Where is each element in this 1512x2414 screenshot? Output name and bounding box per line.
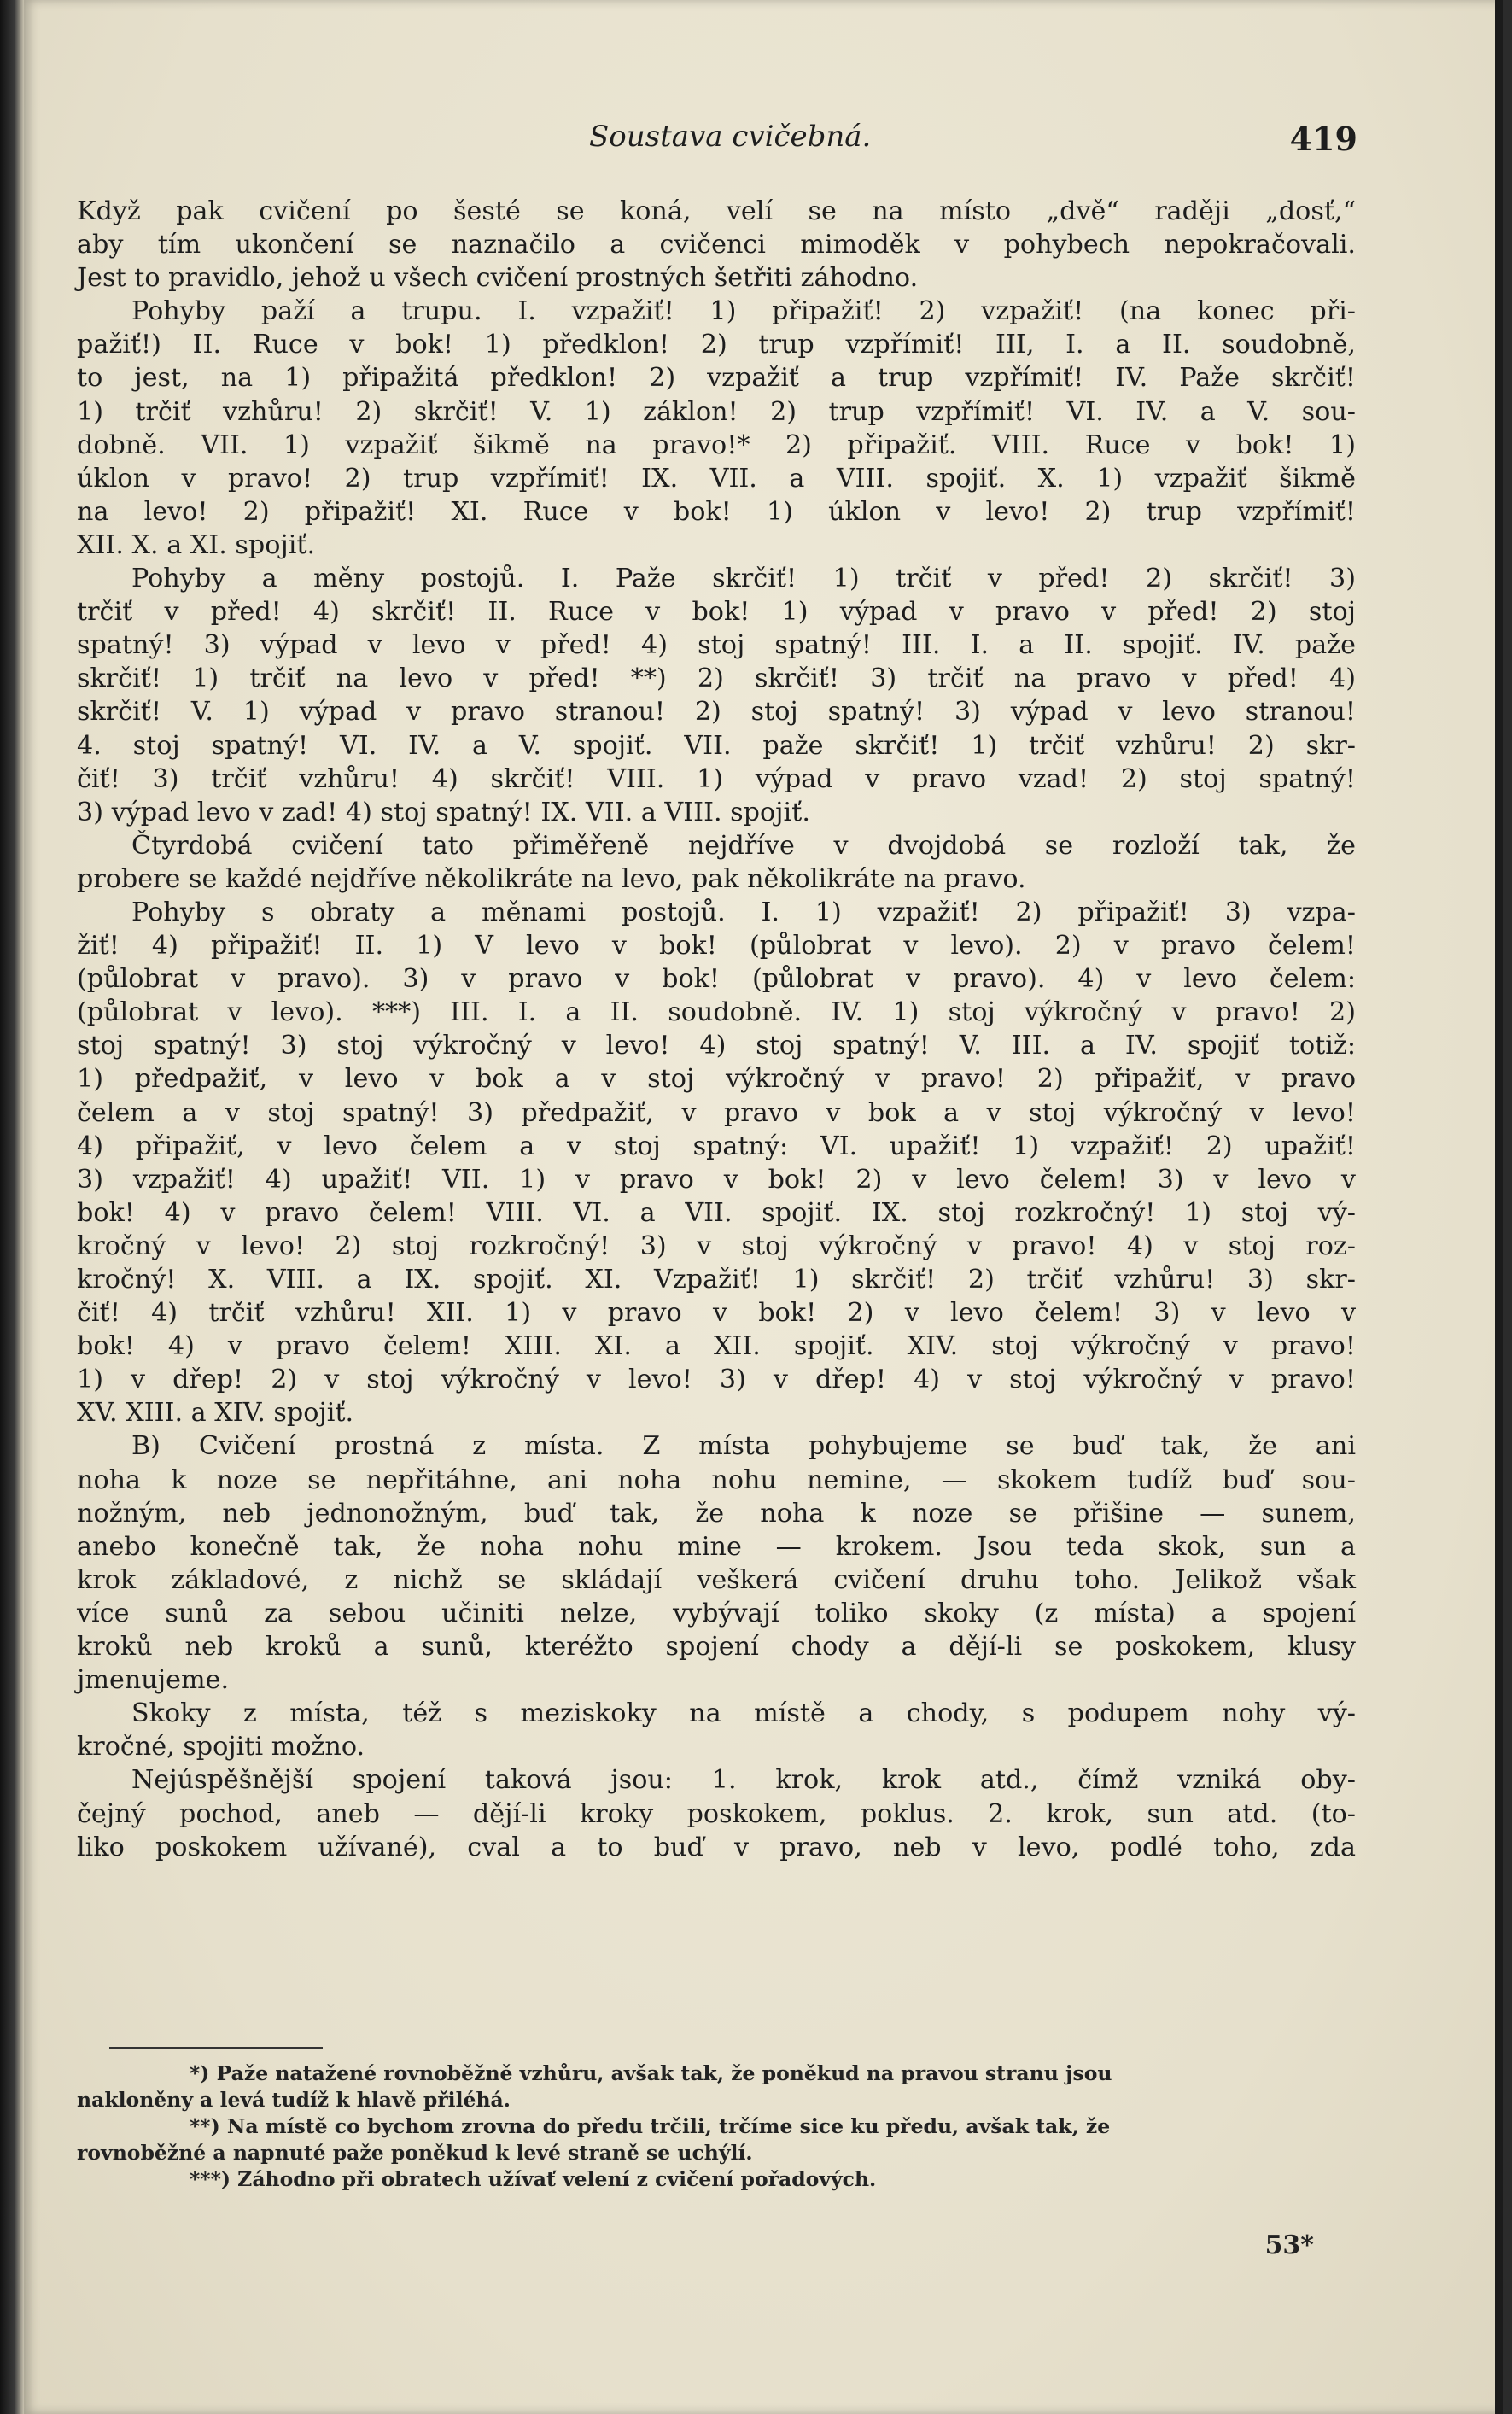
text-line: liko poskokem užívané), cval a to buď v pravo, neb v levo, podlé toho, zda xyxy=(77,1832,1356,1862)
text-line: kročný! X. VIII. a IX. spojiť. XI. Vzpažiť! 1) skrčiť! 2) trčiť vzhůru! 3) skr- xyxy=(77,1265,1356,1295)
page-edge-shadow xyxy=(1495,0,1503,2414)
text-line: 1) v dřep! 2) v stoj výkročný v levo! 3) v dřep! 4) v stoj výkročný v pravo! xyxy=(77,1365,1356,1395)
text-line: kročné, spojiti možno. xyxy=(77,1732,365,1762)
text-line: nožným, neb jednonožným, buď tak, že noha k noze se přišine — sunem, xyxy=(77,1498,1356,1528)
page-header xyxy=(77,120,1357,171)
text-line: probere se každé nejdříve několikráte na levo, pak několikráte na pravo. xyxy=(77,863,1026,894)
text-line: kročný v levo! 2) stoj rozkročný! 3) v stoj výkročný v pravo! 4) v stoj roz- xyxy=(77,1230,1356,1261)
book-page xyxy=(24,0,1503,2414)
text-line: čelem a v stoj spatný! 3) předpažiť, v pravo v bok a v stoj výkročný v levo! xyxy=(77,1097,1356,1128)
text-line: 3) vzpažiť! 4) upažiť! VII. 1) v pravo v bok! 2) v levo čelem! 3) v levo v xyxy=(77,1164,1356,1195)
text-line: anebo konečně tak, že noha nohu mine — krokem. Jsou teda skok, sun a xyxy=(77,1531,1356,1562)
text-line: B) Cvičení prostná z místa. Z místa pohybujeme se buď tak, že ani xyxy=(131,1431,1356,1462)
text-line: čiť! 4) trčiť vzhůru! XII. 1) v pravo v bok! 2) v levo čelem! 3) v levo v xyxy=(77,1298,1356,1329)
text-line: Když pak cvičení po šesté se koná, velí se na místo „dvě“ raději „dosť,“ xyxy=(77,196,1356,226)
text-line: 4. stoj spatný! VI. IV. a V. spojiť. VII. paže skrčiť! 1) trčiť vzhůru! 2) skr- xyxy=(77,730,1356,761)
text-line: noha k noze se nepřitáhne, ani noha nohu nemine, — skokem tudíž buď sou- xyxy=(77,1464,1356,1495)
text-line: Jest to pravidlo, jehož u všech cvičení prostných šetřiti záhodno. xyxy=(77,263,919,294)
body-text xyxy=(77,195,1356,1864)
text-line: 4) připažiť, v levo čelem a v stoj spatný: VI. upažiť! 1) vzpažiť! 2) upažiť! xyxy=(77,1131,1356,1161)
text-line: (půlobrat v levo). ***) III. I. a II. soudobně. IV. 1) stoj výkročný v pravo! 2) xyxy=(77,997,1356,1028)
footnote-line: **) Na místě co bychom zrovna do předu trčili, trčíme sice ku předu, avšak tak, že xyxy=(190,2114,1111,2138)
text-line: stoj spatný! 3) stoj výkročný v levo! 4) stoj spatný! V. III. a IV. spojiť totiž: xyxy=(77,1031,1356,1061)
text-line: kroků neb kroků a sunů, kteréžto spojení chody a dějí-li se poskokem, klusy xyxy=(77,1632,1356,1663)
text-line: Nejúspěšnější spojení taková jsou: 1. krok, krok atd., čímž vzniká oby- xyxy=(131,1765,1356,1796)
text-line: aby tím ukončení se naznačilo a cvičenci mimoděk v pohybech nepokračovali. xyxy=(77,230,1356,260)
text-line: skrčiť! 1) trčiť na levo v před! **) 2) skrčiť! 3) trčiť na pravo v před! 4) xyxy=(77,663,1356,694)
text-line: to jest, na 1) připažitá předklon! 2) vzpažiť a trup vzpřímiť! IV. Paže skrčiť! xyxy=(77,363,1356,394)
text-line: XV. XIII. a XIV. spojiť. xyxy=(77,1398,354,1429)
text-line: (půlobrat v pravo). 3) v pravo v bok! (půlobrat v pravo). 4) v levo čelem: xyxy=(77,964,1356,995)
text-line: spatný! 3) výpad v levo v před! 4) stoj spatný! III. I. a II. spojiť. IV. paže xyxy=(77,630,1356,661)
page-number: 419 xyxy=(1289,120,1357,158)
text-line: 3) výpad levo v zad! 4) stoj spatný! IX. VII. a VIII. spojiť. xyxy=(77,797,810,827)
text-line: XII. X. a XI. spojiť. xyxy=(77,529,316,560)
text-line: 1) trčiť vzhůru! 2) skrčiť! V. 1) záklon! 2) trup vzpřímiť! VI. IV. a V. sou- xyxy=(77,396,1356,427)
signature-mark: 53* xyxy=(1264,2230,1314,2260)
text-line: Pohyby a měny postojů. I. Paže skrčiť! 1) trčiť v před! 2) skrčiť! 3) xyxy=(131,564,1356,594)
footnote-divider xyxy=(109,2047,323,2049)
text-line: krok základové, z nichž se skládají veškerá cvičení druhu toho. Jelikož však xyxy=(77,1564,1356,1595)
text-line: 1) předpažiť, v levo v bok a v stoj výkročný v pravo! 2) připažiť, v pravo xyxy=(77,1064,1356,1095)
text-line: žiť! 4) připažiť! II. 1) V levo v bok! (půlobrat v levo). 2) v pravo čelem! xyxy=(77,931,1356,962)
text-line: Čtyrdobá cvičení tato přiměřeně nejdříve v dvojdobá se rozloží tak, že xyxy=(131,830,1356,861)
footnote-line: nakloněny a levá tudíž k hlavě přiléhá. xyxy=(77,2088,511,2112)
text-line: Pohyby s obraty a měnami postojů. I. 1) vzpažiť! 2) připažiť! 3) vzpa- xyxy=(131,897,1356,927)
book-spine-shadow xyxy=(0,0,24,2414)
footnote-line: *) Paže natažené rovnoběžně vzhůru, avšak tak, že poněkud na pravou stranu jsou xyxy=(190,2061,1112,2085)
text-line: pažiť!) II. Ruce v bok! 1) předklon! 2) trup vzpřímiť! III, I. a II. soudobně, xyxy=(77,330,1356,360)
text-line: na levo! 2) připažiť! XI. Ruce v bok! 1) úklon v levo! 2) trup vzpřímiť! xyxy=(77,496,1356,527)
text-line: bok! 4) v pravo čelem! XIII. XI. a XII. spojiť. XIV. stoj výkročný v pravo! xyxy=(77,1331,1356,1362)
text-line: bok! 4) v pravo čelem! VIII. VI. a VII. spojiť. IX. stoj rozkročný! 1) stoj vý- xyxy=(77,1197,1356,1228)
text-line: čejný pochod, aneb — dějí-li kroky poskokem, poklus. 2. krok, sun atd. (to- xyxy=(77,1798,1356,1829)
text-line: více sunů za sebou učiniti nelze, vybývají toliko skoky (z místa) a spojení xyxy=(77,1598,1356,1628)
text-line: Pohyby paží a trupu. I. vzpažiť! 1) připažiť! 2) vzpažiť! (na konec při- xyxy=(131,296,1356,327)
text-line: úklon v pravo! 2) trup vzpřímiť! IX. VII. a VIII. spojiť. X. 1) vzpažiť šikmě xyxy=(77,463,1356,494)
running-title: Soustava cvičebná. xyxy=(589,120,872,154)
text-line: trčiť v před! 4) skrčiť! II. Ruce v bok! 1) výpad v pravo v před! 2) stoj xyxy=(77,597,1356,628)
text-line: dobně. VII. 1) vzpažiť šikmě na pravo!* 2) připažiť. VIII. Ruce v bok! 1) xyxy=(77,430,1356,460)
footnotes xyxy=(77,2060,1356,2193)
text-line: jmenujeme. xyxy=(77,1665,230,1696)
text-line: čiť! 3) trčiť vzhůru! 4) skrčiť! VIII. 1) výpad v pravo vzad! 2) stoj spatný! xyxy=(77,763,1356,794)
footnote-line: ***) Záhodno při obratech užívať velení z cvičení pořadových. xyxy=(190,2167,877,2191)
text-line: skrčiť! V. 1) výpad v pravo stranou! 2) stoj spatný! 3) výpad v levo stranou! xyxy=(77,697,1356,728)
footnote-line: rovnoběžné a napnuté paže poněkud k levé straně se uchýlí. xyxy=(77,2141,753,2165)
text-line: Skoky z místa, též s meziskoky na místě a chody, s podupem nohy vý- xyxy=(131,1698,1356,1729)
